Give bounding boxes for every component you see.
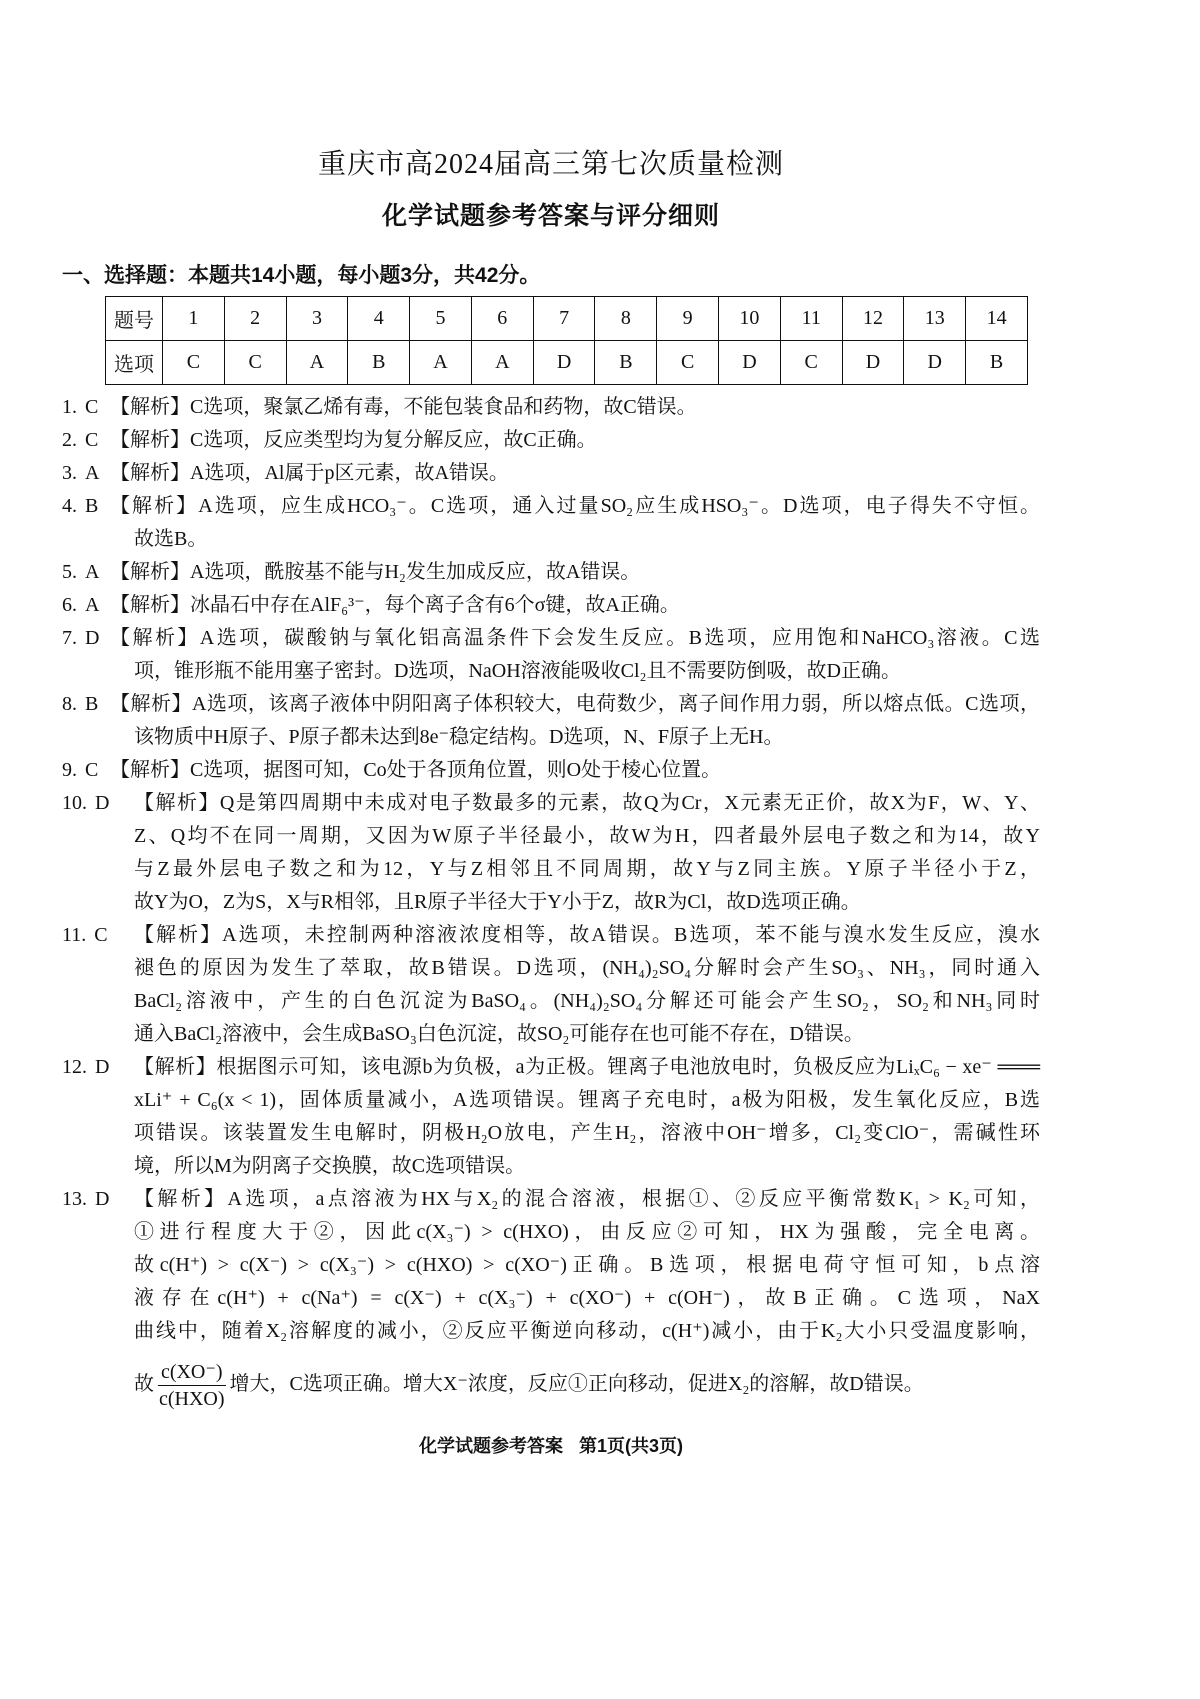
item-text: 故选B。	[134, 528, 208, 550]
item-number: 4.	[62, 495, 77, 517]
fraction-numerator: c(XO⁻)	[158, 1359, 226, 1386]
explanation-item	[62, 391, 1040, 424]
answer-cell: D	[904, 341, 966, 385]
item-text: 【解析】A选项，未控制两种溶液浓度相等，故A错误。B选项，苯不能与溴水发生反应，溴水	[134, 924, 1040, 946]
item-label	[62, 589, 99, 622]
explanation-item	[62, 424, 1040, 457]
page-subtitle: 化学试题参考答案与评分细则	[381, 202, 720, 230]
item-continuation-line	[62, 952, 1040, 985]
item-continuation-line	[62, 1315, 1040, 1348]
item-text: 【解析】A选项，Al属于p区元素，故A错误。	[110, 462, 509, 484]
item-text: 通入BaCl₂溶液中，会生成BaSO₃白色沉淀，故SO₂可能存在也可能不存在，D错误。	[134, 1023, 864, 1045]
item-text: 项错误。该装置发生电解时，阴极H₂O放电，产生H₂，溶液中OH⁻增多，Cl₂变ClO⁻，需碱性环	[134, 1122, 1040, 1144]
item-label	[62, 457, 99, 490]
item-text: 液存在c(H⁺) + c(Na⁺) = c(X⁻) + c(X₃⁻) + c(XO⁻) + c(OH⁻)，故B正确。C选项，NaX	[134, 1287, 1040, 1309]
item-first-line	[62, 1051, 1040, 1084]
item-first-line	[62, 1183, 1040, 1216]
answer-cell: C	[780, 341, 842, 385]
explanation-item	[62, 1183, 1040, 1420]
explanation-item	[62, 556, 1040, 589]
item-number: 1.	[62, 396, 77, 418]
item-number: 12.	[62, 1056, 87, 1078]
item-answer: D	[85, 627, 100, 649]
item-text: ①进行程度大于②，因此c(X₃⁻) > c(HXO)，由反应②可知，HX为强酸，完全电离。	[134, 1221, 1040, 1243]
item-text: 【解析】A选项，应生成HCO₃⁻。C选项，通入过量SO₂应生成HSO₃⁻。D选项，电子得失不守恒。	[110, 495, 1040, 517]
item-first-line	[62, 457, 1040, 490]
item-continuation-line	[62, 886, 1040, 919]
item-continuation-line	[62, 1018, 1040, 1051]
question-number-cell: 10	[719, 297, 781, 341]
item-continuation-line	[62, 655, 1040, 688]
item-text: 【解析】C选项，反应类型均为复分解反应，故C正确。	[110, 429, 597, 451]
answer-cell: C	[657, 341, 719, 385]
fraction-suffix: 增大，C选项正确。增大X⁻浓度，反应①正向移动，促进X₂的溶解，故D错误。	[229, 1373, 924, 1395]
item-first-line	[62, 787, 1040, 820]
explanation-item	[62, 919, 1040, 1051]
item-text: 【解析】冰晶石中存在AlF₆³⁻，每个离子含有6个σ键，故A正确。	[110, 594, 680, 616]
item-text: 曲线中，随着X₂溶解度的减小，②反应平衡逆向移动，c(H⁺)减小，由于K₂大小只受温度影响，	[134, 1320, 1040, 1342]
page-title: 重庆市高2024届高三第七次质量检测	[317, 149, 784, 180]
row-label-question-number: 题号	[106, 297, 163, 341]
explanation-item	[62, 589, 1040, 622]
item-number: 13.	[62, 1188, 87, 1210]
question-number-cell: 1	[163, 297, 225, 341]
item-fraction-line	[62, 1348, 1040, 1420]
item-answer: D	[95, 792, 110, 814]
question-number-cell: 12	[842, 297, 904, 341]
item-number: 8.	[62, 693, 77, 715]
item-text: 故Y为O，Z为S，X与R相邻，且R原子半径大于Y小于Z，故R为Cl，故D选项正确。	[134, 891, 861, 913]
answer-cell: D	[533, 341, 595, 385]
page-footer	[62, 1432, 1040, 1460]
answer-cell: C	[163, 341, 225, 385]
item-text: 【解析】C选项，据图可知，Co处于各顶角位置，则O处于棱心位置。	[110, 759, 722, 781]
item-text: Z、Q均不在同一周期，又因为W原子半径最小，故W为H，四者最外层电子数之和为14，故Y	[134, 825, 1040, 847]
item-text: 与Z最外层电子数之和为12，Y与Z相邻且不同周期，故Y与Z同主族。Y原子半径小于Z，	[134, 858, 1040, 880]
answer-cell: D	[719, 341, 781, 385]
item-answer: D	[95, 1188, 110, 1210]
question-number-cell: 4	[348, 297, 410, 341]
explanation-item	[62, 754, 1040, 787]
answer-cell: D	[842, 341, 904, 385]
item-answer: C	[94, 924, 108, 946]
fraction-denominator: c(HXO)	[159, 1387, 225, 1410]
item-number: 2.	[62, 429, 77, 451]
question-number-cell: 9	[657, 297, 719, 341]
item-answer: D	[95, 1056, 110, 1078]
question-number-cell: 11	[780, 297, 842, 341]
section-heading: 一、选择题：本题共14小题，每小题3分，共42分。	[62, 264, 541, 287]
item-first-line	[62, 688, 1040, 721]
explanation-item	[62, 1051, 1040, 1183]
explanation-item	[62, 490, 1040, 556]
item-text: 项，锥形瓶不能用塞子密封。D选项，NaOH溶液能吸收Cl₂且不需要防倒吸，故D正确。	[134, 660, 901, 682]
item-continuation-line	[62, 985, 1040, 1018]
question-number-cell: 8	[595, 297, 657, 341]
item-continuation-line	[62, 1249, 1040, 1282]
answer-row	[106, 341, 1028, 385]
item-label	[62, 424, 98, 457]
item-text: 【解析】C选项，聚氯乙烯有毒，不能包装食品和药物，故C错误。	[110, 396, 697, 418]
item-text: 该物质中H原子、P原子都未达到8e⁻稳定结构。D选项，N、F原子上无H。	[134, 726, 784, 748]
item-text: xLi⁺ + C₆(x < 1)，固体质量减小，A选项错误。锂离子充电时，a极为阳极，发生氧化反应，B选	[134, 1089, 1040, 1111]
question-number-row	[106, 297, 1028, 341]
question-number-cell: 13	[904, 297, 966, 341]
item-label	[62, 490, 98, 523]
item-continuation-line	[62, 1216, 1040, 1249]
row-label-answer: 选项	[106, 341, 163, 385]
answer-cell: B	[966, 341, 1028, 385]
answer-cell: A	[410, 341, 472, 385]
explanation-item	[62, 688, 1040, 754]
explanation-list	[62, 391, 1040, 1420]
question-number-cell: 14	[966, 297, 1028, 341]
item-first-line	[62, 490, 1040, 523]
item-text: 境，所以M为阴离子交换膜，故C选项错误。	[134, 1155, 526, 1177]
answer-cell: C	[224, 341, 286, 385]
item-answer: C	[85, 759, 99, 781]
item-first-line	[62, 391, 1040, 424]
item-continuation-line	[62, 721, 1040, 754]
item-text: 褪色的原因为发生了萃取，故B错误。D选项，(NH₄)₂SO₄分解时会产生SO₃、NH₃，同时通入	[134, 957, 1040, 979]
item-first-line	[62, 622, 1040, 655]
item-label	[62, 1183, 109, 1216]
concentration-ratio-fraction	[156, 1359, 228, 1412]
answer-cell: B	[595, 341, 657, 385]
item-first-line	[62, 919, 1040, 952]
item-text: 【解析】A选项，酰胺基不能与H₂发生加成反应，故A错误。	[110, 561, 641, 583]
footer-doc-name: 化学试题参考答案	[418, 1436, 563, 1456]
item-continuation-line	[62, 1084, 1040, 1117]
item-continuation-line	[62, 853, 1040, 886]
question-number-cell: 7	[533, 297, 595, 341]
item-text: 【解析】A选项，碳酸钠与氧化铝高温条件下会发生反应。B选项，应用饱和NaHCO₃溶液。C选	[110, 627, 1040, 649]
explanation-item	[62, 457, 1040, 490]
answer-cell: A	[471, 341, 533, 385]
answer-cell: B	[348, 341, 410, 385]
item-answer: B	[85, 693, 99, 715]
item-answer: A	[85, 594, 100, 616]
item-first-line	[62, 589, 1040, 622]
item-continuation-line	[62, 1282, 1040, 1315]
item-text: 故c(H⁺) > c(X⁻) > c(X₃⁻) > c(HXO) > c(XO⁻)正确。B选项，根据电荷守恒可知，b点溶	[134, 1254, 1040, 1276]
item-answer: A	[85, 462, 100, 484]
item-label	[62, 919, 108, 952]
question-number-cell: 5	[410, 297, 472, 341]
item-label	[62, 1051, 109, 1084]
item-number: 3.	[62, 462, 77, 484]
item-number: 5.	[62, 561, 77, 583]
item-continuation-line	[62, 523, 1040, 556]
item-first-line	[62, 424, 1040, 457]
answer-cell: A	[286, 341, 348, 385]
item-number: 10.	[62, 792, 87, 814]
explanation-item	[62, 787, 1040, 919]
fraction-prefix: 故	[134, 1373, 154, 1395]
explanation-item	[62, 622, 1040, 688]
item-label	[62, 688, 98, 721]
item-answer: B	[85, 495, 99, 517]
item-number: 9.	[62, 759, 77, 781]
item-text: 【解析】A选项，a点溶液为HX与X₂的混合溶液，根据①、②反应平衡常数K₁ > K₂可知，	[134, 1188, 1040, 1210]
item-number: 11.	[62, 924, 87, 946]
item-answer: C	[85, 429, 99, 451]
question-number-cell: 6	[471, 297, 533, 341]
item-continuation-line	[62, 1117, 1040, 1150]
question-number-cell: 2	[224, 297, 286, 341]
item-text: 【解析】A选项，该离子液体中阴阳离子体积较大，电荷数少，离子间作用力弱，所以熔点低。C选项，	[110, 693, 1040, 715]
item-text: BaCl₂溶液中，产生的白色沉淀为BaSO₄。(NH₄)₂SO₄分解还可能会产生SO₂，SO₂和NH₃同时	[134, 990, 1040, 1012]
question-number-cell: 3	[286, 297, 348, 341]
item-label	[62, 787, 109, 820]
item-label	[62, 754, 98, 787]
item-text: 【解析】根据图示可知，该电源b为负极，a为正极。锂离子电池放电时，负极反应为LiₓC₆ − xe⁻ ═══	[134, 1056, 1040, 1078]
item-number: 6.	[62, 594, 77, 616]
answer-table	[105, 296, 1028, 385]
item-label	[62, 622, 99, 655]
item-answer: C	[85, 396, 99, 418]
item-label	[62, 391, 98, 424]
item-number: 7.	[62, 627, 77, 649]
item-continuation-line	[62, 1150, 1040, 1183]
item-answer: A	[85, 561, 100, 583]
item-continuation-line	[62, 820, 1040, 853]
item-text: 【解析】Q是第四周期中未成对电子数最多的元素，故Q为Cr，X元素无正价，故X为F，W、Y、	[134, 792, 1040, 814]
item-first-line	[62, 556, 1040, 589]
footer-page-number: 第1页(共3页)	[578, 1436, 683, 1456]
item-label	[62, 556, 99, 589]
item-first-line	[62, 754, 1040, 787]
